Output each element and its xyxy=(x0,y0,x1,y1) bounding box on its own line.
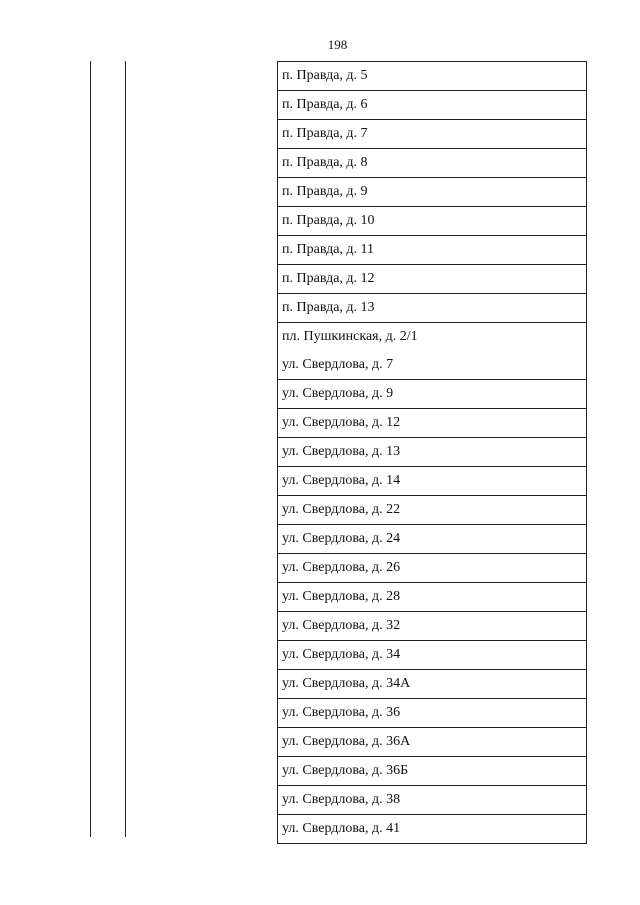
address-cell: п. Правда, д. 5 xyxy=(278,62,587,91)
table-row xyxy=(278,467,587,496)
table-row xyxy=(278,815,587,844)
address-cell: ул. Свердлова, д. 28 xyxy=(278,583,587,612)
table-row xyxy=(278,236,587,265)
table-row xyxy=(278,207,587,236)
address-cell: ул. Свердлова, д. 7 xyxy=(278,351,587,380)
address-cell: ул. Свердлова, д. 34 xyxy=(278,641,587,670)
table-row xyxy=(278,409,587,438)
address-cell: ул. Свердлова, д. 13 xyxy=(278,438,587,467)
table-row xyxy=(278,496,587,525)
address-cell: п. Правда, д. 11 xyxy=(278,236,587,265)
table-row xyxy=(278,265,587,294)
table-row xyxy=(278,294,587,323)
address-cell: ул. Свердлова, д. 22 xyxy=(278,496,587,525)
address-cell: ул. Свердлова, д. 34А xyxy=(278,670,587,699)
table-column-border-inner xyxy=(125,61,126,837)
table-row xyxy=(278,120,587,149)
table-row xyxy=(278,149,587,178)
address-cell: ул. Свердлова, д. 26 xyxy=(278,554,587,583)
table-row xyxy=(278,554,587,583)
address-cell: ул. Свердлова, д. 36Б xyxy=(278,757,587,786)
table-row xyxy=(278,380,587,409)
address-cell: ул. Свердлова, д. 9 xyxy=(278,380,587,409)
address-table-body xyxy=(278,62,587,844)
table-row xyxy=(278,323,587,352)
address-cell: п. Правда, д. 10 xyxy=(278,207,587,236)
table-row xyxy=(278,583,587,612)
address-cell: ул. Свердлова, д. 38 xyxy=(278,786,587,815)
table-row xyxy=(278,525,587,554)
address-cell: ул. Свердлова, д. 41 xyxy=(278,815,587,844)
table-row xyxy=(278,641,587,670)
address-cell: ул. Свердлова, д. 12 xyxy=(278,409,587,438)
table-row xyxy=(278,699,587,728)
address-table xyxy=(277,61,587,844)
page-number: 198 xyxy=(327,37,348,52)
table-row xyxy=(278,351,587,380)
address-cell: п. Правда, д. 6 xyxy=(278,91,587,120)
address-cell: ул. Свердлова, д. 32 xyxy=(278,612,587,641)
table-row xyxy=(278,757,587,786)
address-cell: п. Правда, д. 9 xyxy=(278,178,587,207)
table-row xyxy=(278,178,587,207)
address-cell: п. Правда, д. 13 xyxy=(278,294,587,323)
address-cell: п. Правда, д. 12 xyxy=(278,265,587,294)
address-cell: пл. Пушкинская, д. 2/1 xyxy=(278,323,587,352)
address-cell: ул. Свердлова, д. 36 xyxy=(278,699,587,728)
table-row xyxy=(278,62,587,91)
address-cell: ул. Свердлова, д. 14 xyxy=(278,467,587,496)
table-row xyxy=(278,786,587,815)
table-row xyxy=(278,728,587,757)
table-row xyxy=(278,91,587,120)
table-row xyxy=(278,670,587,699)
table-row xyxy=(278,612,587,641)
address-cell: ул. Свердлова, д. 36А xyxy=(278,728,587,757)
table-row xyxy=(278,438,587,467)
address-cell: п. Правда, д. 8 xyxy=(278,149,587,178)
address-cell: ул. Свердлова, д. 24 xyxy=(278,525,587,554)
table-column-border-left xyxy=(90,61,91,837)
address-cell: п. Правда, д. 7 xyxy=(278,120,587,149)
